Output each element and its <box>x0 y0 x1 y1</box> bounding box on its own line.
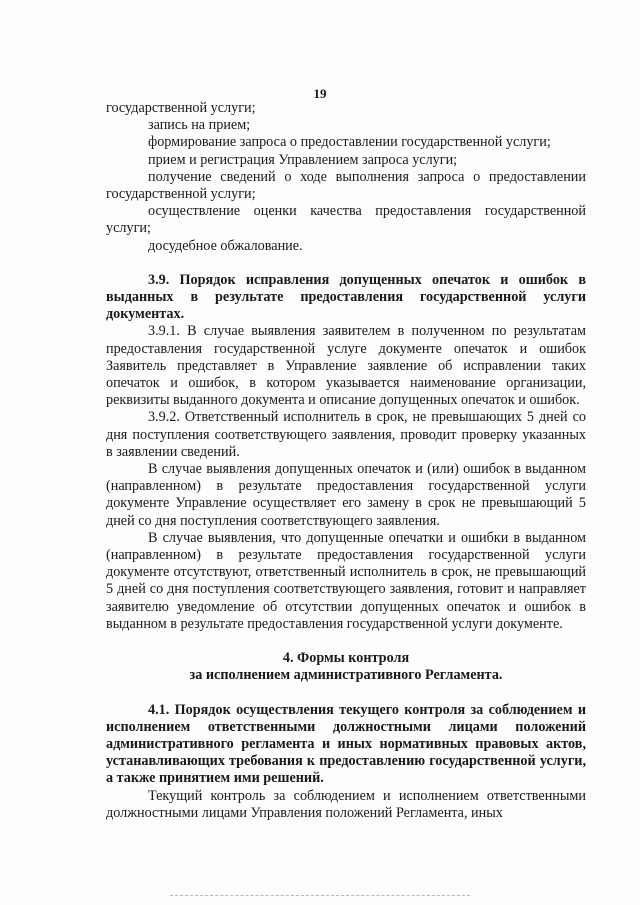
list-item: формирование запроса о предоставлении государственной услуги; <box>148 134 551 151</box>
footer-divider <box>170 895 470 896</box>
section-heading-3-9: 3.9. Порядок исправления допущенных опечаток и ошибок в выданных в результате предоставления государственной услуги документах. <box>106 271 586 323</box>
paragraph-3-9-2: 3.9.2. Ответственный исполнитель в срок, не превышающих 5 дней со дня поступления соответствующего заявления, проводит проверку указанных в заявлении сведений. <box>106 409 586 460</box>
page-number: 19 <box>313 86 327 101</box>
section-subtitle-4: за исполнением административного Регламента. <box>189 667 503 684</box>
document-body <box>106 100 586 822</box>
section-title-4: 4. Формы контроля <box>282 650 410 667</box>
list-item: досудебное обжалование. <box>148 237 303 254</box>
paragraph: В случае выявления, что допущенные опечатки и ошибки в выданном (направленном) в результате предоставления государственной услуги документе отсутствуют, ответственный исполнитель в срок, не превышающий 5 дней со дня поступления соответствующего заявления, готовит и направляет заявителю уведомление об отсутствии допущенных опечаток и ошибок в выданном в результате предоставления государственной услуги документе. <box>106 529 586 632</box>
list-item: осуществление оценки качества предоставления государственной услуги; <box>106 203 586 237</box>
paragraph: В случае выявления допущенных опечаток и (или) ошибок в выданном (направленном) в результате предоставления государственной услуги документе Управление осуществляет его замену в срок не превышающий 5 дней со дня поступления соответствующего заявления. <box>106 461 586 529</box>
list-item: запись на прием; <box>148 117 251 134</box>
list-item: получение сведений о ходе выполнения запроса о предоставлении государственной услуги; <box>106 168 586 203</box>
paragraph-3-9-1: 3.9.1. В случае выявления заявителем в полученном по результатам предоставления государственной услуге документе опечаток и ошибок Заявитель представляет в Управление заявление об исправлении таких опечаток и ошибок, в котором указывается наименование организации, реквизиты выданного документа и описание допущенных опечаток и ошибок. <box>106 323 586 409</box>
list-item: прием и регистрация Управлением запроса услуги; <box>148 151 458 168</box>
section-heading-4-1: 4.1. Порядок осуществления текущего контроля за соблюдением и исполнением ответственными должностными лицами положений административного регламента и иных нормативных правовых актов, устанавливающих требования к предоставлению государственной услуги, а также принятием ими решений. <box>106 701 586 787</box>
paragraph: государственной услуги; <box>106 100 256 116</box>
paragraph: Текущий контроль за соблюдением и исполнением ответственными должностными лицами Управления положений Регламента, иных <box>106 787 586 821</box>
